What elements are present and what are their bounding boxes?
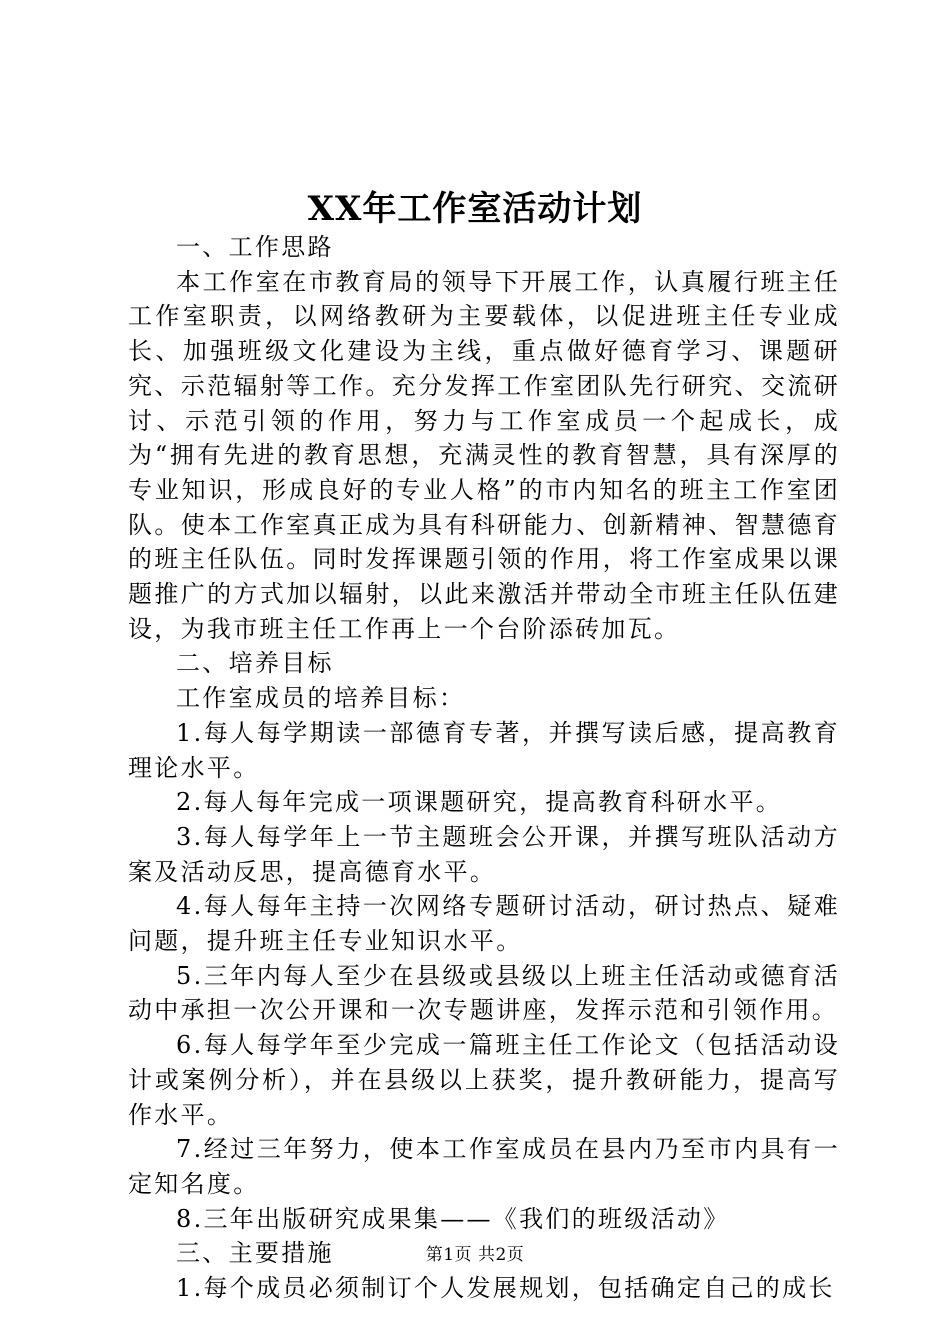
- goals-intro: 工作室成员的培养目标：: [176, 684, 466, 713]
- goal-item: 8.三年出版研究成果集——《我们的班级活动》: [176, 1204, 730, 1233]
- paragraph-work-thinking: 本工作室在市教育局的领导下开展工作，认真履行班主任工作室职责，以网络教研为主要载体，以促进班主任专业成长、加强班级文化建设为主线，重点做好德育学习、课题研究、示范辐射等工作。充分发挥工作室团队先行研究、交流研讨、示范引领的作用，努力与工作室成员一个起成长，成为“拥有先进的教育思想，充满灵性的教育智慧，具有深厚的专业知识，形成良好的专业人格”的市内知名的班主工作室团队。使本工作室真正成为具有科研能力、创新精神、智慧德育的班主任队伍。同时发挥课题引领的作用，将工作室成果以课题推广的方式加以辐射，以此来激活并带动全市班主任队伍建设，为我市班主任工作再上一个台阶添砖加瓦。: [128, 267, 840, 643]
- goal-item: 6.每人每学年至少完成一篇班主任工作论文（包括活动设计或案例分析），并在县级以上获奖，提升教研能力，提高写作水平。: [128, 1031, 840, 1129]
- section-heading-goals: 二、培养目标: [176, 649, 334, 678]
- document-body: [128, 230, 840, 1306]
- goal-item: 4.每人每年主持一次网络专题研讨活动，研讨热点、疑难问题，提升班主任专业知识水平。: [128, 892, 840, 956]
- goal-item: 2.每人每年完成一项课题研究，提高教育科研水平。: [176, 788, 783, 817]
- goal-item: 3.每人每学年上一节主题班会公开课，并撰写班队活动方案及活动反思，提高德育水平。: [128, 822, 840, 886]
- goal-item: 7.经过三年努力，使本工作室成员在县内乃至市内具有一定知名度。: [128, 1135, 840, 1198]
- document-title: XX年工作室活动计划: [307, 189, 643, 229]
- section-heading-measures: 三、主要措施: [176, 1239, 334, 1268]
- section-heading-thinking: 一、工作思路: [176, 233, 334, 261]
- measure-item: 1.每个成员必须制订个人发展规划，包括确定自己的成长: [176, 1274, 835, 1303]
- goal-item: 5.三年内每人至少在县级或县级以上班主任活动或德育活动中承担一次公开课和一次专题讲座，发挥示范和引领作用。: [128, 961, 840, 1025]
- goal-item: 1.每人每学期读一部德育专著，并撰写读后感，提高教育理论水平。: [128, 718, 840, 782]
- page-footer: 第1页 共2页: [425, 1245, 525, 1265]
